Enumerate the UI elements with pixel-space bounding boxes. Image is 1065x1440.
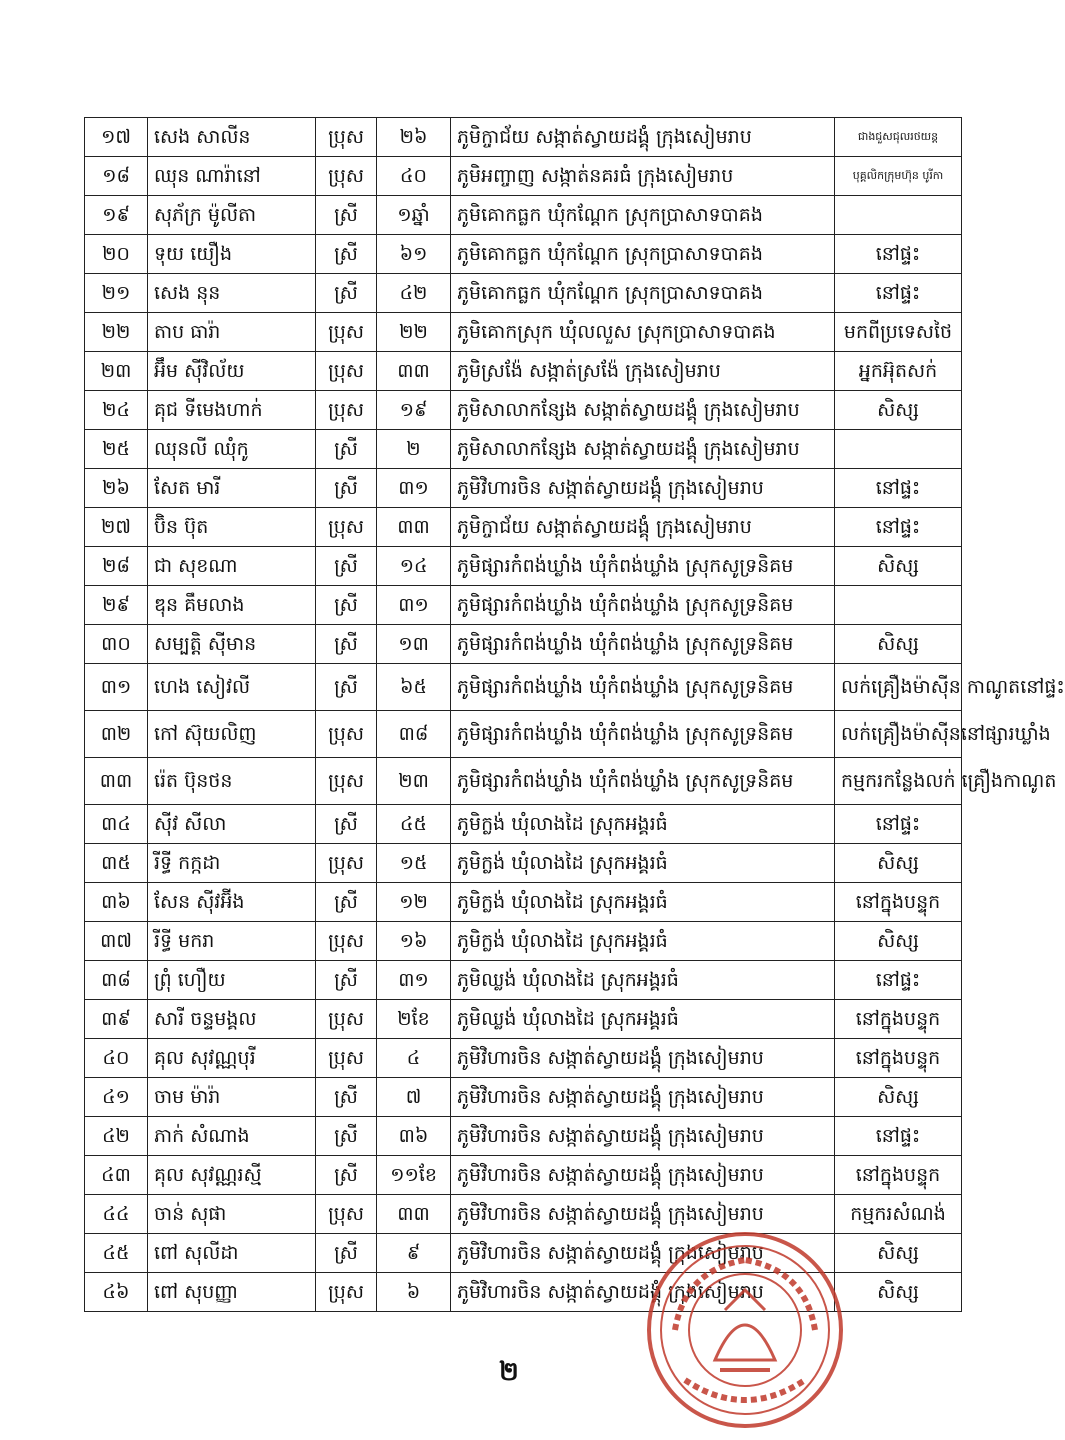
cell-sex: ស្រី — [316, 961, 377, 1000]
cell-number: ៣៦ — [85, 883, 148, 922]
table-row — [85, 1195, 962, 1234]
cell-note: នៅផ្ទះ — [835, 805, 962, 844]
cell-name: សារី ចន្ទមង្គល — [148, 1000, 316, 1039]
table-row — [85, 235, 962, 274]
cell-sex: ស្រី — [316, 1078, 377, 1117]
cell-name: ភាក់ សំណាង — [148, 1117, 316, 1156]
cell-sex: ប្រុស — [316, 118, 377, 157]
cell-sex: ស្រី — [316, 1117, 377, 1156]
table-row — [85, 469, 962, 508]
cell-address: ភូមិវិហារចិន សង្កាត់ស្វាយដង្គុំ ក្រុងសៀមរាប — [451, 1117, 835, 1156]
cell-sex: ប្រុស — [316, 157, 377, 196]
cell-sex: ប្រុស — [316, 352, 377, 391]
cell-name: ហេង សៀវលី — [148, 664, 316, 711]
cell-note: មកពីប្រទេសថៃ — [835, 313, 962, 352]
cell-note — [835, 430, 962, 469]
cell-name: ទុយ យឿង — [148, 235, 316, 274]
cell-address: ភូមិផ្សារកំពង់ឃ្លាំង ឃុំកំពង់ឃ្លាំង ស្រុកសូទ្រនិគម — [451, 711, 835, 758]
cell-number: ១៧ — [85, 118, 148, 157]
table-row — [85, 961, 962, 1000]
table-row — [85, 313, 962, 352]
cell-name: កៅ ស៊ុយលិញ — [148, 711, 316, 758]
cell-address: ភូមិវិហារចិន សង្កាត់ស្វាយដង្គុំ ក្រុងសៀមរាប — [451, 469, 835, 508]
cell-address: ភូមិអញ្ចាញ សង្កាត់នគរធំ ក្រុងសៀមរាប — [451, 157, 835, 196]
cell-name: ព្រុំ ហឿយ — [148, 961, 316, 1000]
cell-name: ពៅ សុលីដា — [148, 1234, 316, 1273]
cell-sex: ប្រុស — [316, 391, 377, 430]
cell-number: ៤៦ — [85, 1273, 148, 1312]
cell-address: ភូមិផ្សារកំពង់ឃ្លាំង ឃុំកំពង់ឃ្លាំង ស្រុកសូទ្រនិគម — [451, 664, 835, 711]
cell-note: សិស្ស — [835, 1078, 962, 1117]
cell-note — [835, 196, 962, 235]
cell-address: ភូមិវិហារចិន សង្កាត់ស្វាយដង្គុំ ក្រុងសៀមរាប — [451, 1273, 835, 1312]
cell-address: ភូមិសាលាកន្សែង សង្កាត់ស្វាយដង្គុំ ក្រុងសៀមរាប — [451, 430, 835, 469]
cell-note: សិស្ស — [835, 391, 962, 430]
cell-note: លក់គ្រឿងម៉ាស៊ីននៅផ្សារឃ្លាំង — [835, 711, 962, 758]
cell-address: ភូមិក្ចាជ័យ សង្កាត់ស្វាយដង្គុំ ក្រុងសៀមរាប — [451, 118, 835, 157]
cell-name: ឈុន ណារ៉ានៅ — [148, 157, 316, 196]
cell-name: សែត មារី — [148, 469, 316, 508]
cell-sex: ស្រី — [316, 547, 377, 586]
cell-name: សេង សាលីន — [148, 118, 316, 157]
cell-number: ៣៩ — [85, 1000, 148, 1039]
table-row — [85, 922, 962, 961]
cell-address: ភូមិគោកធ្លក ឃុំកណ្ដែក ស្រុកប្រាសាទបាគង — [451, 235, 835, 274]
cell-number: ៣២ — [85, 711, 148, 758]
cell-sex: ស្រី — [316, 430, 377, 469]
cell-number: ៣៤ — [85, 805, 148, 844]
cell-address: ភូមិក្ចាជ័យ សង្កាត់ស្វាយដង្គុំ ក្រុងសៀមរាប — [451, 508, 835, 547]
table-row — [85, 1000, 962, 1039]
cell-sex: ប្រុស — [316, 844, 377, 883]
cell-name: គុជ ទីមេងហាក់ — [148, 391, 316, 430]
cell-name: គុល សុវណ្ណរស្មី — [148, 1156, 316, 1195]
cell-note: នៅផ្ទះ — [835, 508, 962, 547]
cell-number: ២០ — [85, 235, 148, 274]
table-row — [85, 586, 962, 625]
cell-age: ២៦ — [377, 118, 451, 157]
cell-age: ៤ — [377, 1039, 451, 1078]
table-row — [85, 1156, 962, 1195]
cell-age: ៤២ — [377, 274, 451, 313]
cell-address: ភូមិវិហារចិន សង្កាត់ស្វាយដង្គុំ ក្រុងសៀមរាប — [451, 1234, 835, 1273]
cell-age: ៤៥ — [377, 805, 451, 844]
cell-note: នៅក្នុងបន្ទុក — [835, 883, 962, 922]
cell-number: ១៨ — [85, 157, 148, 196]
table-row — [85, 352, 962, 391]
cell-name: សុភ័ក្រ ម៉ូលីតា — [148, 196, 316, 235]
table-row — [85, 157, 962, 196]
cell-name: ចាម ម៉ារ៉ា — [148, 1078, 316, 1117]
cell-age: ២ខែ — [377, 1000, 451, 1039]
cell-note: ជាងជួសជុលរថយន្ត — [835, 118, 962, 157]
cell-name: ពៅ សុបញ្ញា — [148, 1273, 316, 1312]
cell-number: ៤៣ — [85, 1156, 148, 1195]
cell-note: សិស្ស — [835, 1234, 962, 1273]
cell-age: ៩ — [377, 1234, 451, 1273]
cell-address: ភូមិស្រង៉ែ សង្កាត់ស្រង៉ែ ក្រុងសៀមរាប — [451, 352, 835, 391]
cell-name: អ៊ឹម ស៊ីវិល័យ — [148, 352, 316, 391]
cell-number: ៣៣ — [85, 758, 148, 805]
cell-address: ភូមិវិហារចិន សង្កាត់ស្វាយដង្គុំ ក្រុងសៀមរាប — [451, 1078, 835, 1117]
cell-age: ៦១ — [377, 235, 451, 274]
cell-note: បុគ្គលិកក្រុមហ៊ុន បូរីកា — [835, 157, 962, 196]
cell-number: ១៩ — [85, 196, 148, 235]
table-row — [85, 664, 962, 711]
cell-name: គុល សុវណ្ណបុរី — [148, 1039, 316, 1078]
cell-sex: ស្រី — [316, 469, 377, 508]
cell-number: ២៩ — [85, 586, 148, 625]
cell-age: ២៣ — [377, 758, 451, 805]
cell-sex: ប្រុស — [316, 1273, 377, 1312]
table-row — [85, 1039, 962, 1078]
cell-age: ៣៣ — [377, 508, 451, 547]
cell-number: ៣៥ — [85, 844, 148, 883]
table-row — [85, 625, 962, 664]
cell-age: ១៩ — [377, 391, 451, 430]
cell-sex: ប្រុស — [316, 922, 377, 961]
cell-age: ១៦ — [377, 922, 451, 961]
table-row — [85, 547, 962, 586]
cell-sex: ប្រុស — [316, 313, 377, 352]
cell-address: ភូមិផ្សារកំពង់ឃ្លាំង ឃុំកំពង់ឃ្លាំង ស្រុកសូទ្រនិគម — [451, 758, 835, 805]
cell-age: ៧ — [377, 1078, 451, 1117]
table-row — [85, 758, 962, 805]
cell-number: ៤២ — [85, 1117, 148, 1156]
cell-note: អ្នកអ៊ុតសក់ — [835, 352, 962, 391]
cell-number: ២៣ — [85, 352, 148, 391]
cell-note: នៅផ្ទះ — [835, 961, 962, 1000]
cell-address: ភូមិគោកធ្លក ឃុំកណ្ដែក ស្រុកប្រាសាទបាគង — [451, 196, 835, 235]
cell-address: ភូមិក្លង់ ឃុំលាងដៃ ស្រុកអង្គរធំ — [451, 844, 835, 883]
cell-note: នៅក្នុងបន្ទុក — [835, 1039, 962, 1078]
cell-age: ១៣ — [377, 625, 451, 664]
cell-note: សិស្ស — [835, 1273, 962, 1312]
cell-sex: ប្រុស — [316, 711, 377, 758]
cell-sex: ស្រី — [316, 1234, 377, 1273]
table-row — [85, 508, 962, 547]
page-number: ២ — [499, 1357, 519, 1387]
cell-address: ភូមិក្លង់ ឃុំលាងដៃ ស្រុកអង្គរធំ — [451, 922, 835, 961]
table-row — [85, 805, 962, 844]
cell-name: ជា សុខណា — [148, 547, 316, 586]
cell-number: ៣០ — [85, 625, 148, 664]
cell-number: ២៦ — [85, 469, 148, 508]
cell-address: ភូមិផ្សារកំពង់ឃ្លាំង ឃុំកំពង់ឃ្លាំង ស្រុកសូទ្រនិគម — [451, 586, 835, 625]
cell-name: ចាន់ សុផា — [148, 1195, 316, 1234]
cell-note: កម្មករកន្លែងលក់ គ្រឿងកាណូត — [835, 758, 962, 805]
cell-age: ៦ — [377, 1273, 451, 1312]
cell-age: ៣១ — [377, 961, 451, 1000]
cell-age: ៤០ — [377, 157, 451, 196]
cell-age: ៣៣ — [377, 352, 451, 391]
cell-note: សិស្ស — [835, 625, 962, 664]
table-row — [85, 711, 962, 758]
cell-address: ភូមិផ្សារកំពង់ឃ្លាំង ឃុំកំពង់ឃ្លាំង ស្រុកសូទ្រនិគម — [451, 625, 835, 664]
table-row — [85, 883, 962, 922]
cell-note: កម្មករសំណង់ — [835, 1195, 962, 1234]
cell-name: រីទ្ធី កក្កដា — [148, 844, 316, 883]
table-row — [85, 391, 962, 430]
cell-sex: ស្រី — [316, 1156, 377, 1195]
cell-address: ភូមិវិហារចិន សង្កាត់ស្វាយដង្គុំ ក្រុងសៀមរាប — [451, 1039, 835, 1078]
table-row — [85, 1078, 962, 1117]
cell-address: ភូមិគោកធ្លក ឃុំកណ្ដែក ស្រុកប្រាសាទបាគង — [451, 274, 835, 313]
table-row — [85, 274, 962, 313]
cell-name: ប៊ិន ប៊ុត — [148, 508, 316, 547]
cell-name: ស៊ីវ សីលា — [148, 805, 316, 844]
table-row — [85, 844, 962, 883]
cell-number: ២៥ — [85, 430, 148, 469]
cell-number: ៣៨ — [85, 961, 148, 1000]
cell-address: ភូមិវិហារចិន សង្កាត់ស្វាយដង្គុំ ក្រុងសៀមរាប — [451, 1156, 835, 1195]
cell-age: ២២ — [377, 313, 451, 352]
cell-sex: ប្រុស — [316, 1039, 377, 1078]
table-row — [85, 118, 962, 157]
table-row — [85, 196, 962, 235]
cell-note: នៅក្នុងបន្ទុក — [835, 1000, 962, 1039]
cell-number: ២៤ — [85, 391, 148, 430]
official-seal — [645, 1230, 845, 1430]
cell-sex: ស្រី — [316, 805, 377, 844]
cell-age: ៣១ — [377, 586, 451, 625]
cell-note: នៅក្នុងបន្ទុក — [835, 1156, 962, 1195]
roster-table — [84, 117, 1065, 1312]
cell-sex: ប្រុស — [316, 508, 377, 547]
cell-note: នៅផ្ទះ — [835, 235, 962, 274]
cell-number: ៤០ — [85, 1039, 148, 1078]
cell-name: រ៉េត ប៊ុនថន — [148, 758, 316, 805]
cell-age: ៣៨ — [377, 711, 451, 758]
cell-name: តាប ធារ៉ា — [148, 313, 316, 352]
cell-age: ៣១ — [377, 469, 451, 508]
cell-age: ១៤ — [377, 547, 451, 586]
cell-note: លក់គ្រឿងម៉ាស៊ីន កាណូតនៅផ្ទះ — [835, 664, 962, 711]
cell-number: ២១ — [85, 274, 148, 313]
cell-note: សិស្ស — [835, 922, 962, 961]
cell-sex: ប្រុស — [316, 758, 377, 805]
cell-age: ១២ — [377, 883, 451, 922]
cell-name: រីទ្ធី មករា — [148, 922, 316, 961]
cell-age: ១១ខែ — [377, 1156, 451, 1195]
cell-address: ភូមិវិហារចិន សង្កាត់ស្វាយដង្គុំ ក្រុងសៀមរាប — [451, 1195, 835, 1234]
cell-number: ៤៥ — [85, 1234, 148, 1273]
cell-note: នៅផ្ទះ — [835, 1117, 962, 1156]
table-row — [85, 1117, 962, 1156]
cell-number: ២៧ — [85, 508, 148, 547]
cell-sex: ស្រី — [316, 664, 377, 711]
cell-address: ភូមិក្លង់ ឃុំលាងដៃ ស្រុកអង្គរធំ — [451, 805, 835, 844]
cell-sex: ស្រី — [316, 625, 377, 664]
cell-age: ៣៦ — [377, 1117, 451, 1156]
cell-name: សេង នុន — [148, 274, 316, 313]
cell-age: ២ — [377, 430, 451, 469]
cell-name: ឌុន គឹមលាង — [148, 586, 316, 625]
cell-address: ភូមិផ្សារកំពង់ឃ្លាំង ឃុំកំពង់ឃ្លាំង ស្រុកសូទ្រនិគម — [451, 547, 835, 586]
cell-address: ភូមិក្លង់ ឃុំលាងដៃ ស្រុកអង្គរធំ — [451, 883, 835, 922]
cell-name: ឈុនលី ឈុំកូ — [148, 430, 316, 469]
cell-number: ៤១ — [85, 1078, 148, 1117]
cell-note — [835, 586, 962, 625]
cell-note: នៅផ្ទះ — [835, 274, 962, 313]
cell-name: សម្បត្តិ ស៊ីមាន — [148, 625, 316, 664]
cell-address: ភូមិគោកស្រុក ឃុំលលួស ស្រុកប្រាសាទបាគង — [451, 313, 835, 352]
cell-sex: ប្រុស — [316, 1000, 377, 1039]
cell-address: ភូមិឈ្លង់ ឃុំលាងដៃ ស្រុកអង្គរធំ — [451, 961, 835, 1000]
cell-address: ភូមិឈ្លង់ ឃុំលាងដៃ ស្រុកអង្គរធំ — [451, 1000, 835, 1039]
cell-number: ៣១ — [85, 664, 148, 711]
cell-note: នៅផ្ទះ — [835, 469, 962, 508]
cell-sex: ស្រី — [316, 274, 377, 313]
cell-number: ៣៧ — [85, 922, 148, 961]
cell-name: សែន ស៊ីវអ៊ីង — [148, 883, 316, 922]
cell-age: ១៥ — [377, 844, 451, 883]
cell-note: សិស្ស — [835, 547, 962, 586]
cell-sex: ស្រី — [316, 196, 377, 235]
table-row — [85, 430, 962, 469]
cell-sex: ស្រី — [316, 883, 377, 922]
cell-sex: ស្រី — [316, 586, 377, 625]
cell-number: ៤៤ — [85, 1195, 148, 1234]
cell-address: ភូមិសាលាកន្សែង សង្កាត់ស្វាយដង្គុំ ក្រុងសៀមរាប — [451, 391, 835, 430]
cell-number: ២២ — [85, 313, 148, 352]
cell-age: ៣៣ — [377, 1195, 451, 1234]
cell-sex: ស្រី — [316, 235, 377, 274]
cell-note: សិស្ស — [835, 844, 962, 883]
cell-age: ១ឆ្នាំ — [377, 196, 451, 235]
cell-sex: ប្រុស — [316, 1195, 377, 1234]
roster-body — [85, 118, 1065, 1312]
cell-age: ៦៥ — [377, 664, 451, 711]
cell-number: ២៨ — [85, 547, 148, 586]
seal-graphic — [649, 1234, 841, 1426]
